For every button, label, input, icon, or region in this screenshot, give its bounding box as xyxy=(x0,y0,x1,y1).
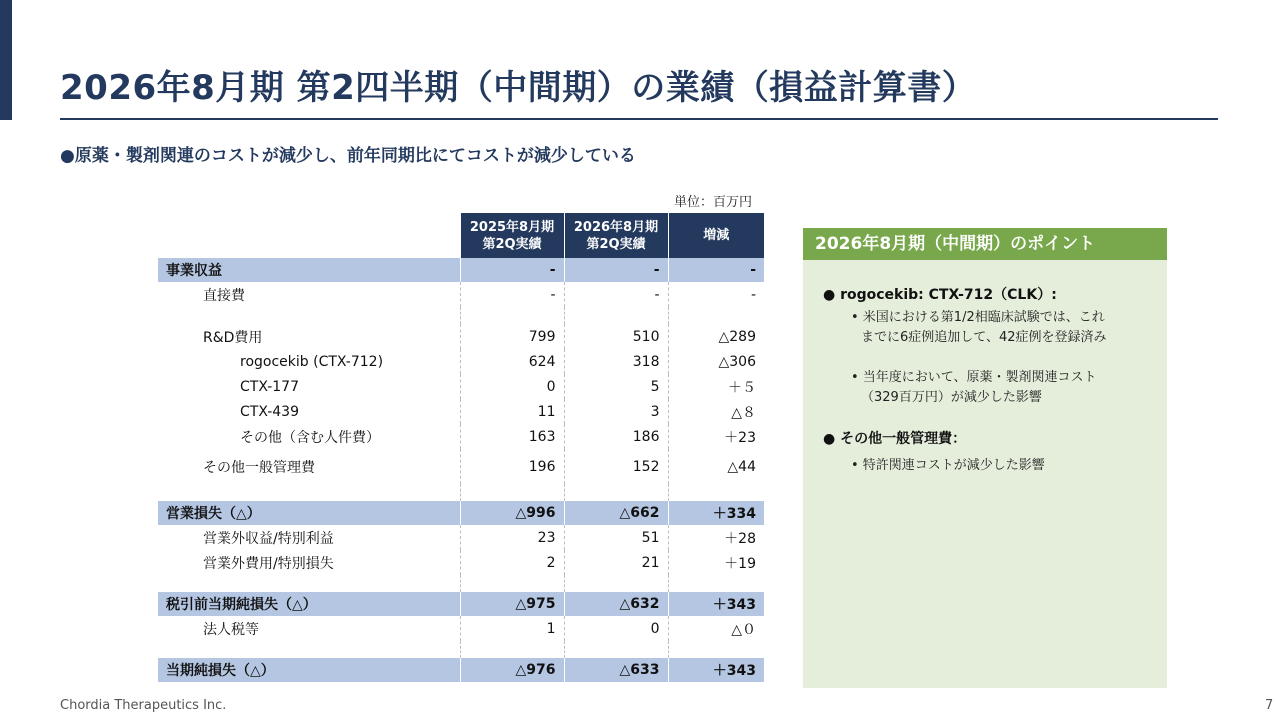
table-row xyxy=(158,449,764,484)
point-rogocekib: ● rogocekib: CTX-712（CLK）: xyxy=(823,287,1057,303)
header-change: 増減 xyxy=(668,213,764,258)
row-label: その他（含む人件費） xyxy=(240,429,380,446)
header-blank xyxy=(158,213,460,258)
spacer-row xyxy=(158,307,764,324)
point-rogocekib-detail-2b: （329百万円）が減少した影響 xyxy=(861,390,1042,405)
title-accent-bar xyxy=(0,0,12,120)
row-label: R&D費用 xyxy=(203,329,263,346)
table-row xyxy=(158,592,764,616)
value-change: ＋334 xyxy=(668,501,764,525)
header-fy2026-q2: 2026年8月期 第2Q実績 xyxy=(564,213,668,258)
value-fy2025: - xyxy=(460,258,564,282)
table-row xyxy=(158,550,764,575)
table-row xyxy=(158,501,764,525)
value-fy2026: △632 xyxy=(564,592,668,616)
value-fy2026: 51 xyxy=(564,525,668,550)
value-change: - xyxy=(668,282,764,307)
point-rogocekib-detail-2a: • 当年度において、原薬・製剤関連コスト xyxy=(851,370,1097,385)
value-change: ＋28 xyxy=(668,525,764,550)
value-change: ＋５ xyxy=(668,374,764,399)
value-fy2026: 318 xyxy=(564,349,668,374)
table-row xyxy=(158,525,764,550)
row-label: rogocekib (CTX-712) xyxy=(240,353,384,370)
value-fy2025: △975 xyxy=(460,592,564,616)
unit-label: 単位：百万円 xyxy=(674,195,753,210)
table-row xyxy=(158,399,764,424)
value-fy2026: 152 xyxy=(564,449,668,484)
value-fy2026: 186 xyxy=(564,424,668,449)
row-label: 税引前当期純損失（△） xyxy=(158,592,460,616)
value-change: ＋19 xyxy=(668,550,764,575)
page-subtitle: ●原薬・製剤関連のコストが減少し、前年同期比にてコストが減少している xyxy=(60,146,636,166)
row-label: 当期純損失（△） xyxy=(158,658,460,682)
row-label: その他一般管理費 xyxy=(203,459,315,476)
value-fy2025: 11 xyxy=(460,399,564,424)
income-statement-table xyxy=(158,213,764,682)
value-change: ＋343 xyxy=(668,658,764,682)
value-fy2026: 510 xyxy=(564,324,668,349)
value-change: △289 xyxy=(668,324,764,349)
table-row xyxy=(158,349,764,374)
value-fy2025: 2 xyxy=(460,550,564,575)
value-fy2025: 196 xyxy=(460,449,564,484)
row-label: 事業収益 xyxy=(158,258,460,282)
table-row xyxy=(158,616,764,641)
value-change: - xyxy=(668,258,764,282)
value-change: △306 xyxy=(668,349,764,374)
header-fy2025-q2: 2025年8月期 第2Q実績 xyxy=(460,213,564,258)
row-label: CTX-439 xyxy=(240,403,299,420)
page-title: 2026年8月期 第2四半期（中間期）の業績（損益計算書） xyxy=(60,68,977,108)
table-row xyxy=(158,282,764,307)
table-row xyxy=(158,424,764,449)
point-sga-detail: • 特許関連コストが減少した影響 xyxy=(851,458,1045,473)
row-label: CTX-177 xyxy=(240,378,299,395)
point-rogocekib-detail-1b: までに6症例追加して、42症例を登録済み xyxy=(861,330,1107,345)
value-fy2025: △976 xyxy=(460,658,564,682)
value-fy2025: 624 xyxy=(460,349,564,374)
value-fy2026: △662 xyxy=(564,501,668,525)
value-fy2026: 21 xyxy=(564,550,668,575)
row-label: 営業外収益/特別利益 xyxy=(203,530,334,547)
row-label: 営業損失（△） xyxy=(158,501,460,525)
value-fy2026: 3 xyxy=(564,399,668,424)
value-change: △０ xyxy=(668,616,764,641)
table-row xyxy=(158,658,764,682)
table-header-row xyxy=(158,213,764,258)
row-label: 法人税等 xyxy=(203,621,259,638)
value-fy2025: 23 xyxy=(460,525,564,550)
title-divider xyxy=(60,118,1218,120)
value-fy2026: 5 xyxy=(564,374,668,399)
value-change: △８ xyxy=(668,399,764,424)
value-fy2025: - xyxy=(460,282,564,307)
footer-company: Chordia Therapeutics Inc. xyxy=(60,698,227,713)
point-sga: ● その他一般管理費： xyxy=(823,431,967,447)
value-fy2025: 163 xyxy=(460,424,564,449)
value-change: △44 xyxy=(668,449,764,484)
spacer-row xyxy=(158,484,764,501)
value-fy2025: 799 xyxy=(460,324,564,349)
table-row xyxy=(158,374,764,399)
value-fy2025: △996 xyxy=(460,501,564,525)
spacer-row xyxy=(158,641,764,658)
page-number: 7 xyxy=(1265,698,1274,713)
points-panel xyxy=(803,228,1167,688)
value-fy2026: 0 xyxy=(564,616,668,641)
value-fy2025: 0 xyxy=(460,374,564,399)
spacer-row xyxy=(158,575,764,592)
points-panel-heading: 2026年8月期（中間期）のポイント xyxy=(803,228,1167,260)
value-change: ＋343 xyxy=(668,592,764,616)
row-label: 営業外費用/特別損失 xyxy=(203,555,334,572)
value-change: ＋23 xyxy=(668,424,764,449)
row-label: 直接費 xyxy=(203,287,245,304)
value-fy2026: - xyxy=(564,258,668,282)
table-row xyxy=(158,324,764,349)
value-fy2026: - xyxy=(564,282,668,307)
value-fy2025: 1 xyxy=(460,616,564,641)
table-row xyxy=(158,258,764,282)
value-fy2026: △633 xyxy=(564,658,668,682)
point-rogocekib-detail-1a: • 米国における第1/2相臨床試験では、これ xyxy=(851,310,1105,325)
